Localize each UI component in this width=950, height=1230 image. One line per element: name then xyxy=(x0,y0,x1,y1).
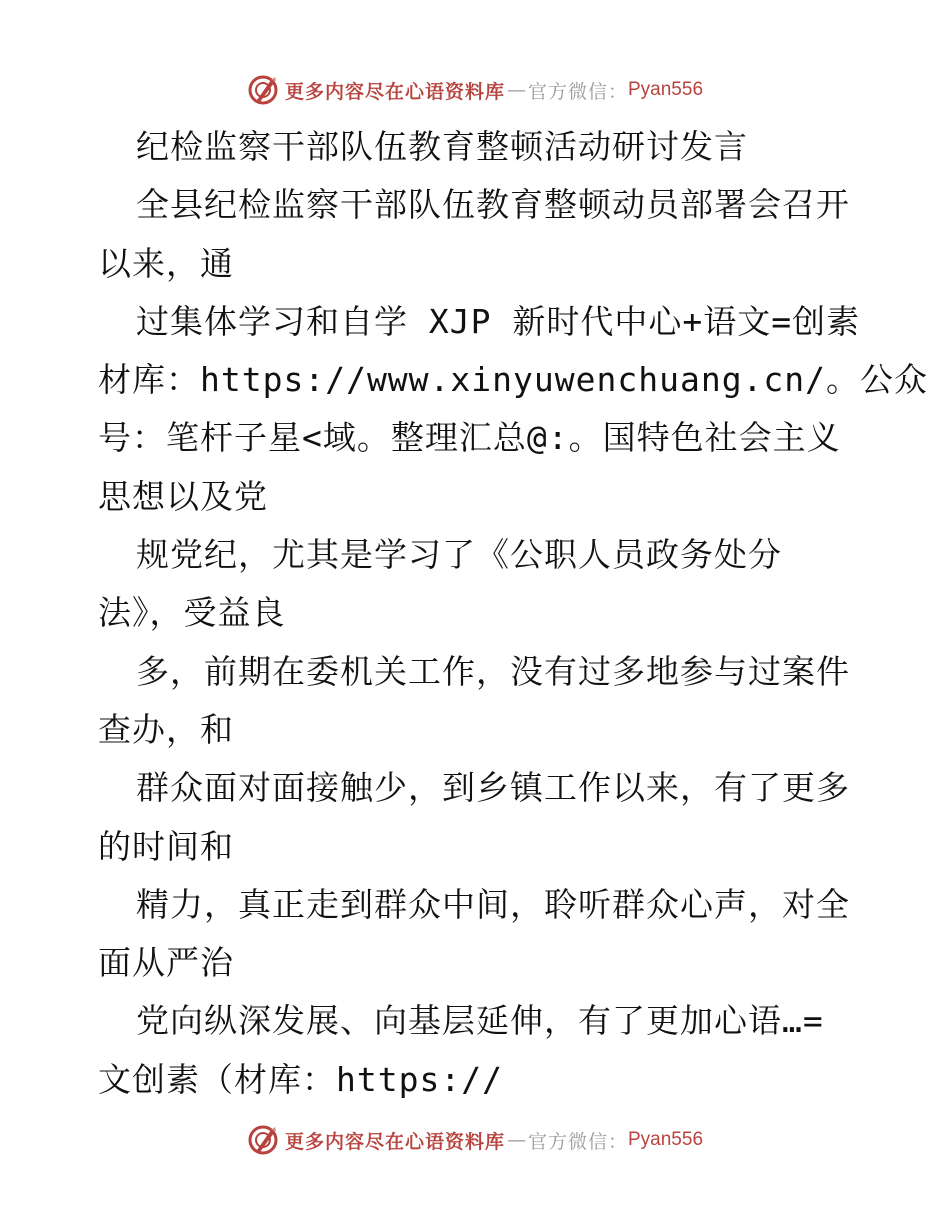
banner-separator: — xyxy=(506,1129,526,1151)
pen-logo-icon xyxy=(247,1124,279,1156)
text-line: 多，前期在委机关工作，没有过多地参与过案件 xyxy=(136,651,850,691)
text-line: 的时间和 xyxy=(98,826,234,866)
text-line: 精力，真正走到群众中间，聆听群众心声，对全 xyxy=(136,884,850,924)
header-banner xyxy=(0,72,950,108)
footer-banner xyxy=(0,1122,950,1158)
text-line: 法》，受益良 xyxy=(98,593,286,633)
text-line: 规党纪，尤其是学习了《公职人员政务处分 xyxy=(136,535,782,575)
text-line: 号：笔杆子星<域。整理汇总@:。国特色社会主义 xyxy=(98,418,841,458)
text-line: 全县纪检监察干部队伍教育整顿动员部署会召开 xyxy=(136,185,850,225)
text-line: 党向纵深发展、向基层延伸，有了更加心语…= xyxy=(136,1001,824,1041)
text-line: 查办，和 xyxy=(98,709,234,749)
document-title: 纪检监察干部队伍教育整顿活动研讨发言 xyxy=(136,127,748,166)
document-body xyxy=(98,118,929,1109)
text-line: 文创素（材库：https:// xyxy=(98,1059,503,1099)
text-line: 面从严治 xyxy=(98,943,234,983)
text-line: 以来，通 xyxy=(98,243,234,283)
wechat-id: Pyan556 xyxy=(628,1129,704,1150)
banner-separator: — xyxy=(506,79,526,101)
text-line: 过集体学习和自学 XJP 新时代中心+语文=创素 xyxy=(136,301,861,341)
promo-text: 更多内容尽在心语资料库 xyxy=(284,80,505,103)
official-wechat-label: 官方微信： xyxy=(527,1130,628,1153)
promo-text: 更多内容尽在心语资料库 xyxy=(284,1130,505,1153)
pen-logo-icon xyxy=(247,74,279,106)
wechat-id: Pyan556 xyxy=(628,79,704,100)
text-line: 群众面对面接触少，到乡镇工作以来，有了更多 xyxy=(136,768,850,808)
text-line: 材库：https://www.xinyuwenchuang.cn/。公众 xyxy=(98,360,929,400)
official-wechat-label: 官方微信： xyxy=(527,80,628,103)
text-line: 思想以及党 xyxy=(98,476,268,516)
